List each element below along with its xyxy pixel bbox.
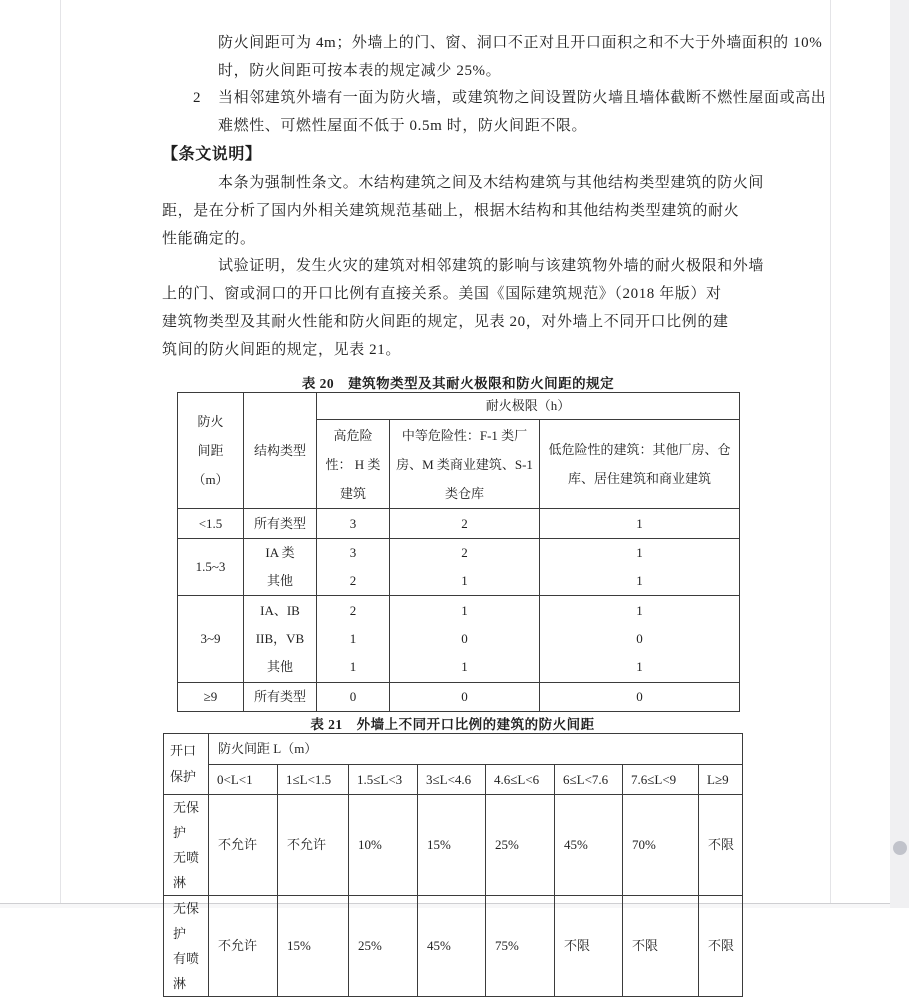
table-row (178, 683, 740, 712)
cell-distance: 3~9 (178, 596, 244, 683)
table-row (164, 896, 743, 997)
cell-value: 不允许 (278, 795, 349, 896)
cell-line: 1 (461, 659, 468, 674)
cell-range: 6≤L<7.6 (555, 765, 623, 795)
body-line: 距，是在分析了国内外相关建筑规范基础上，根据木结构和其他结构类型建筑的耐火 (162, 203, 740, 219)
cell-range: 0<L<1 (209, 765, 278, 795)
cell-value: 0 (317, 683, 390, 712)
explanation-paragraph-1 (162, 169, 764, 253)
table20-header-medium-hazard: 中等危险性：F-1 类厂房、M 类商业建筑、S-1 类仓库 (390, 420, 540, 509)
cell-line: 有喷淋 (173, 951, 200, 991)
body-line: 建筑物类型及其耐火性能和防火间距的规定，见表 20，对外墙上不同开口比例的建 (162, 314, 729, 330)
cell-value: 不限 (699, 896, 743, 997)
table20-header-high-hazard: 高危险性： H 类建筑 (317, 420, 390, 509)
cell-line: 1 (636, 659, 643, 674)
cell-line: 其他 (266, 573, 293, 588)
cell-value (390, 596, 540, 683)
header-line: （m） (192, 472, 229, 487)
cell-value (317, 596, 390, 683)
cell-line: 1 (636, 573, 643, 588)
cell-line: 2 (349, 603, 357, 618)
cell-value (540, 596, 740, 683)
cell-range: 1≤L<1.5 (278, 765, 349, 795)
cell-structure-type (244, 539, 317, 596)
cell-range: 1.5≤L<3 (349, 765, 418, 795)
scan-edge-right (830, 0, 831, 908)
cell-value: 15% (418, 795, 486, 896)
table20-caption: 表 20 建筑物类型及其耐火极限和防火间距的规定 (301, 376, 615, 391)
header-line: 开口 (170, 743, 197, 758)
cell-line: 2 (349, 573, 357, 588)
cell-value: 0 (540, 683, 740, 712)
body-line: 防火间距可为 4m；外墙上的门、窗、洞口不正对且开口面积之和不大于外墙面积的 10% (218, 35, 823, 51)
cell-value: 45% (555, 795, 623, 896)
table-20 (177, 392, 740, 712)
cell-value: 不允许 (209, 896, 278, 997)
cell-value (390, 539, 540, 596)
cell-value: 10% (349, 795, 418, 896)
cell-value: 75% (486, 896, 555, 997)
section-heading: 【条文说明】 (162, 146, 262, 163)
cell-value: 25% (486, 795, 555, 896)
cell-line: 3 (349, 545, 357, 560)
header-line: 保护 (170, 769, 197, 784)
cell-line: IIB，VB (255, 631, 305, 646)
cell-line: 无保护 (173, 800, 200, 840)
table-21 (163, 733, 743, 997)
clause-item1-continuation (218, 29, 822, 85)
cell-line: 1 (349, 631, 357, 646)
header-line: 间距 (197, 443, 224, 458)
table-row (164, 795, 743, 896)
cell-value: 15% (278, 896, 349, 997)
table20-header-distance (178, 393, 244, 509)
cell-line: IA 类 (265, 545, 295, 560)
scrollbar-track[interactable] (890, 0, 909, 908)
clause-item2 (193, 84, 827, 140)
cell-value: 不限 (699, 795, 743, 896)
cell-row-label (164, 795, 209, 896)
cell-structure-type: 所有类型 (244, 683, 317, 712)
cell-line: 1 (349, 659, 357, 674)
cell-line: 1 (461, 573, 468, 588)
cell-value (317, 539, 390, 596)
cell-value: 不允许 (209, 795, 278, 896)
scrollbar-thumb[interactable] (893, 841, 907, 855)
cell-value: 45% (418, 896, 486, 997)
body-line: 试验证明，发生火灾的建筑对相邻建筑的影响与该建筑物外墙的耐火极限和外墙 (218, 258, 765, 274)
cell-distance: <1.5 (178, 509, 244, 539)
table20-header-fire-resistance-group: 耐火极限（h） (317, 393, 740, 420)
cell-value: 不限 (623, 896, 699, 997)
body-line: 难燃性、可燃性屋面不低于 0.5m 时，防火间距不限。 (218, 118, 588, 134)
cell-line: 0 (636, 631, 643, 646)
table-row (178, 539, 740, 596)
cell-range: 4.6≤L<6 (486, 765, 555, 795)
table21-caption: 表 21 外墙上不同开口比例的建筑的防火间距 (310, 717, 595, 732)
cell-line: IA、IB (260, 603, 300, 618)
body-line: 筑间的防火间距的规定，见表 21。 (162, 342, 401, 358)
cell-value: 1 (540, 509, 740, 539)
table-row (178, 596, 740, 683)
body-line: 时，防火间距可按本表的规定减少 25%。 (218, 63, 502, 79)
cell-value: 2 (390, 509, 540, 539)
scan-edge-left (60, 0, 61, 908)
cell-range: 3≤L<4.6 (418, 765, 486, 795)
cell-line: 1 (636, 603, 643, 618)
cell-line: 其他 (266, 659, 293, 674)
cell-row-label (164, 896, 209, 997)
explanation-paragraph-2 (162, 252, 764, 364)
cell-line: 2 (461, 545, 468, 560)
item-number: 2 (193, 90, 202, 106)
body-line: 上的门、窗或洞口的开口比例有直接关系。美国《国际建筑规范》（2018 年版）对 (162, 286, 722, 302)
table-header-row (164, 765, 743, 795)
table21-header-distance-group: 防火间距 L（m） (209, 734, 743, 765)
cell-range: L≥9 (699, 765, 743, 795)
cell-value (540, 539, 740, 596)
cell-value: 0 (390, 683, 540, 712)
body-line: 当相邻建筑外墙有一面为防火墙，或建筑物之间设置防火墙且墙体截断不燃性屋面或高出 (218, 90, 827, 106)
cell-line: 0 (461, 631, 468, 646)
cell-value: 70% (623, 795, 699, 896)
cell-line: 无喷淋 (173, 850, 200, 890)
body-line: 本条为强制性条文。木结构建筑之间及木结构建筑与其他结构类型建筑的防火间 (218, 175, 765, 191)
cell-line: 无保护 (173, 901, 200, 941)
table20-header-low-hazard: 低危险性的建筑：其他厂房、仓库、居住建筑和商业建筑 (540, 420, 740, 509)
body-line: 性能确定的。 (162, 231, 256, 247)
table-row (178, 509, 740, 539)
table21-header-opening-protection (164, 734, 209, 795)
cell-line: 1 (461, 603, 468, 618)
header-line: 防火 (197, 414, 224, 429)
cell-value: 3 (317, 509, 390, 539)
cell-line: 1 (636, 545, 643, 560)
cell-distance: 1.5~3 (178, 539, 244, 596)
cell-structure-type: 所有类型 (244, 509, 317, 539)
cell-range: 7.6≤L<9 (623, 765, 699, 795)
cell-structure-type (244, 596, 317, 683)
cell-value: 不限 (555, 896, 623, 997)
cell-value: 25% (349, 896, 418, 997)
table20-header-structure: 结构类型 (244, 393, 317, 509)
cell-distance: ≥9 (178, 683, 244, 712)
